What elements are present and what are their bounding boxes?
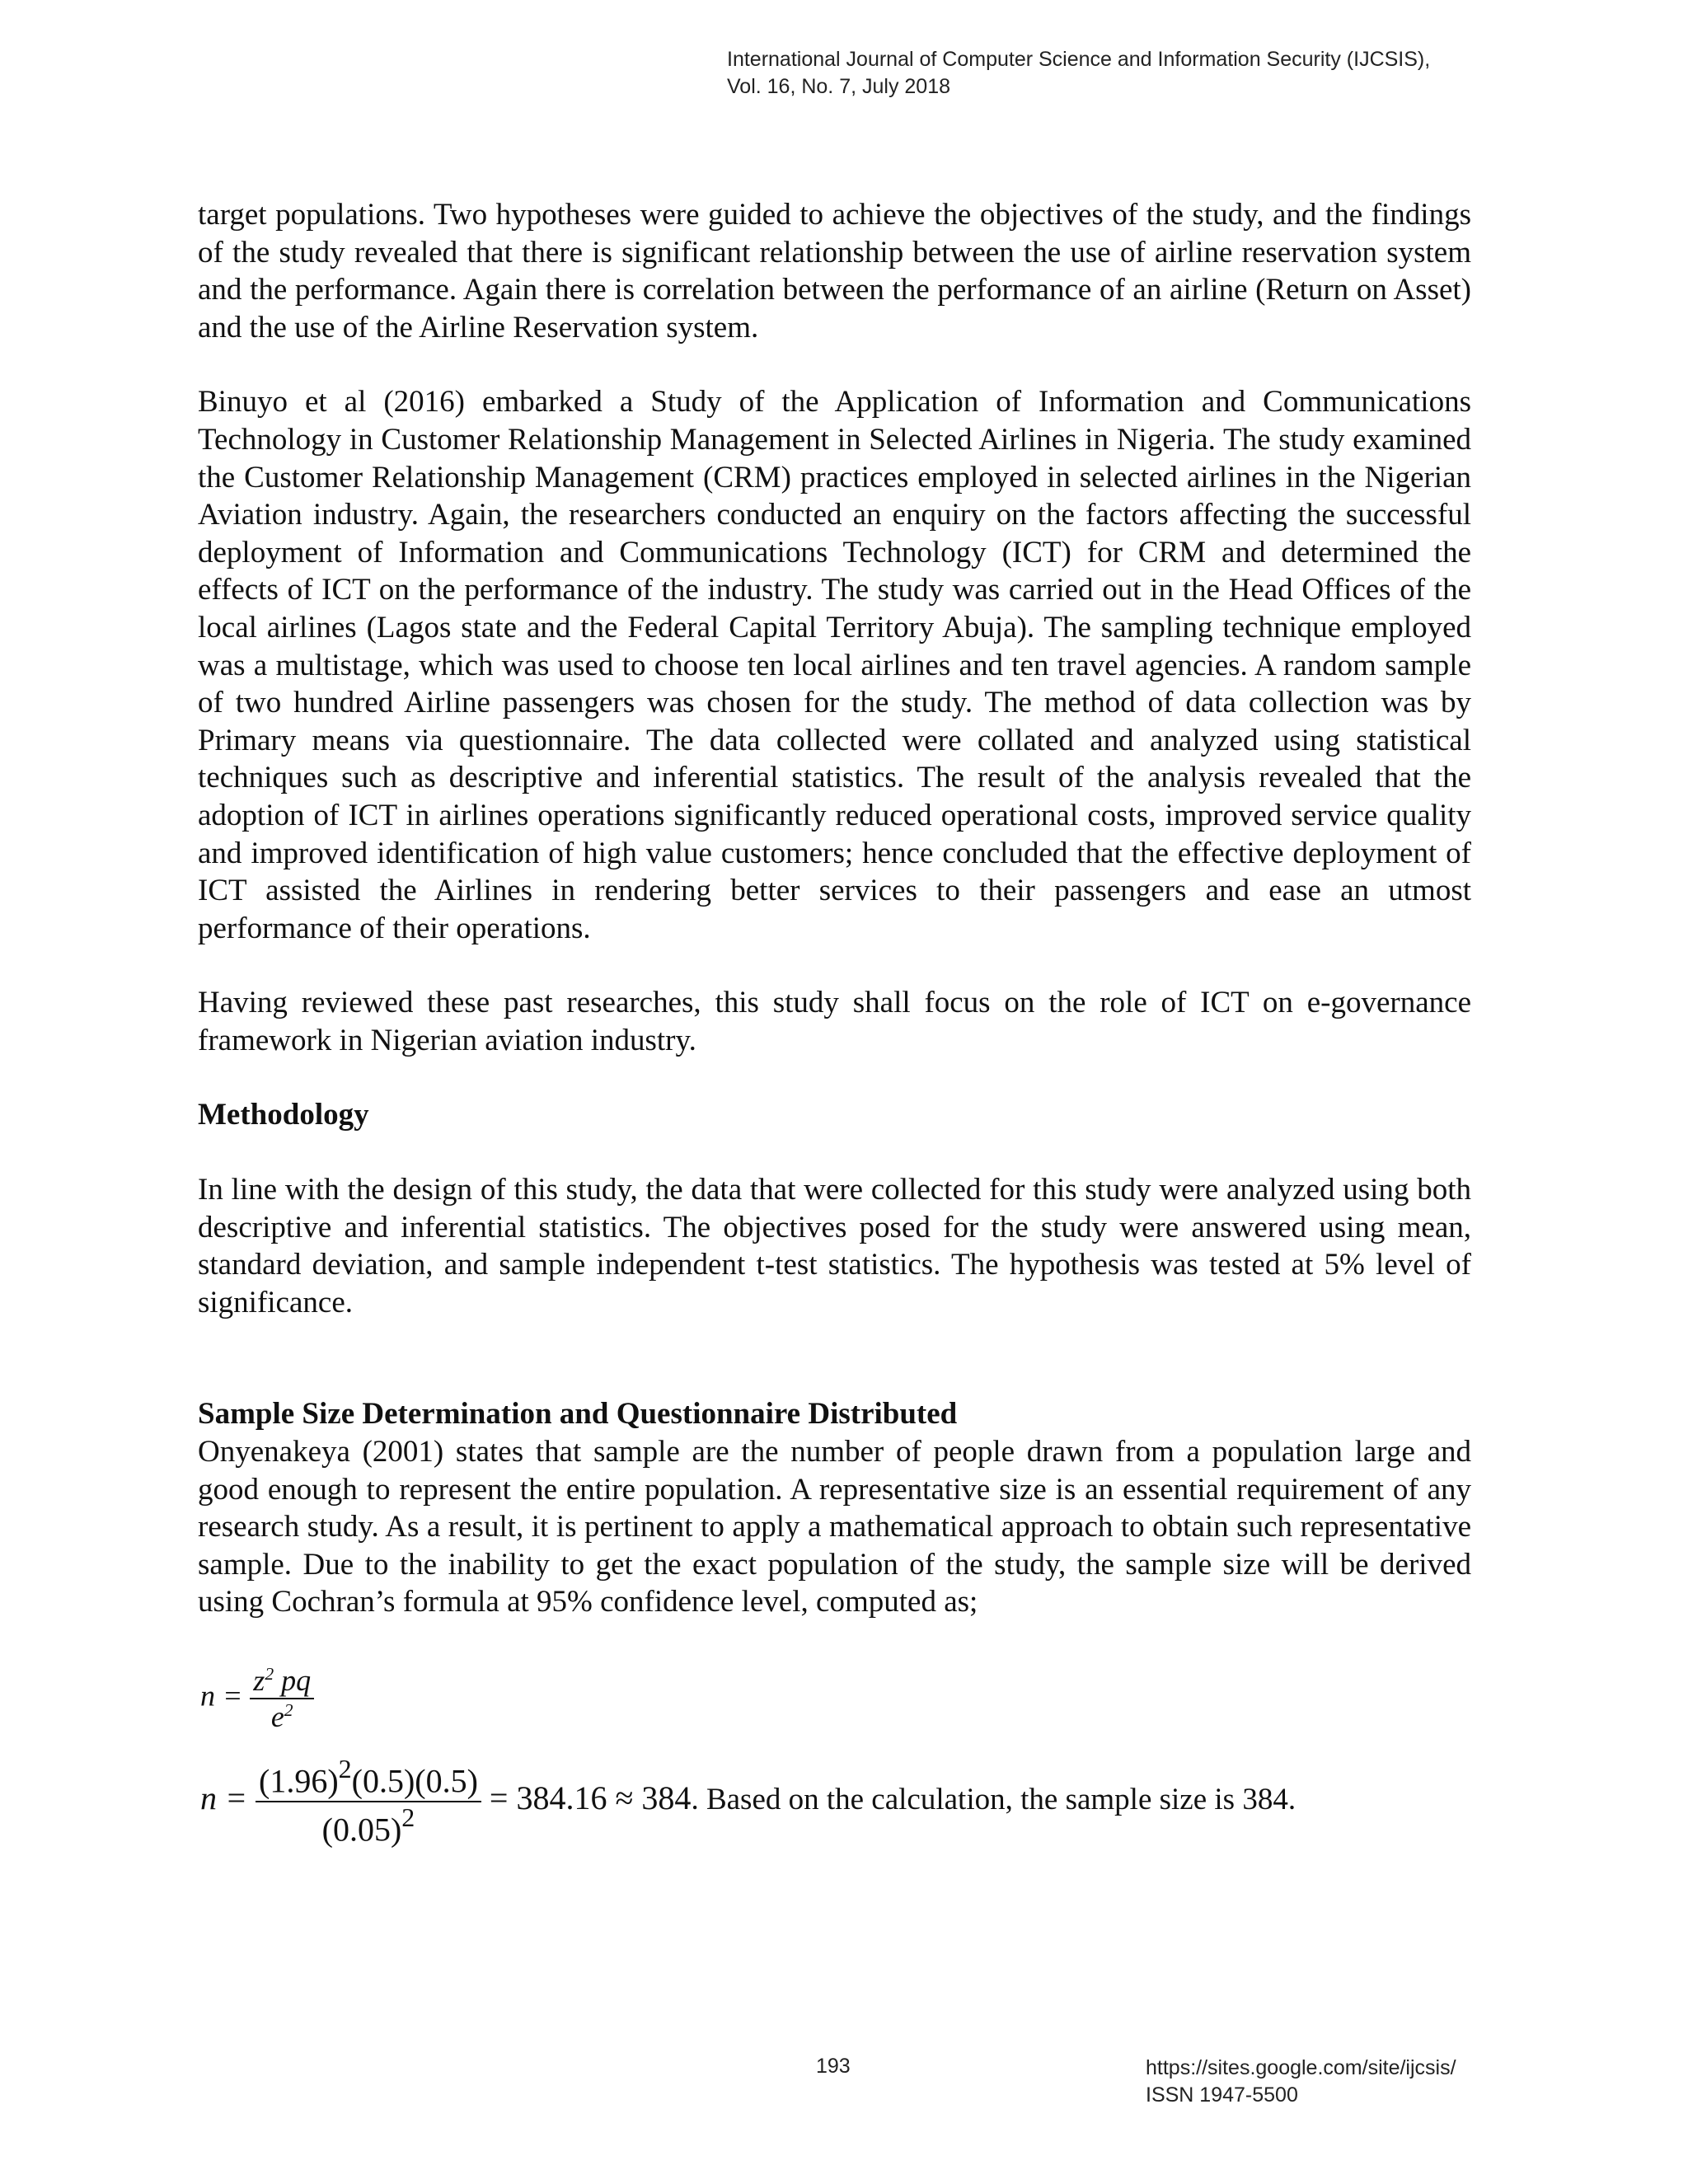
article-body [198, 196, 1471, 1621]
cochran-formula [200, 1663, 314, 1734]
review-paragraph: Having reviewed these past researches, this study shall focus on the role of ICT on e-governance framework in Nigerian aviation industry. [198, 986, 1471, 1057]
methodology-paragraph: In line with the design of this study, the data that were collected for this study were analyzed using both descriptive and inferential statistics. The objectives posed for the study were answered using mean, standard deviation, and sample independent t-test statistics. The hypothesis was tested at 5% level of significance. [198, 1173, 1471, 1319]
binuyo-paragraph: Binuyo et al (2016) embarked a Study of the Application of Information and Communications Technology in Customer Relationship Management in Selected Airlines in Nigeria. The study examined the Customer Relationship Management (CRM) practices employed in selected airlines in the Nigerian Aviation industry. Again, the researchers conducted an enquiry on the factors affecting the successful deployment of Information and Communications Technology (ICT) for CRM and determined the effects of ICT on the performance of the industry. The study was carried out in the Head Offices of the local airlines (Lagos state and the Federal Capital Territory Abuja). The sampling technique employed was a multistage, which was used to choose ten local airlines and ten travel agencies. A random sample of two hundred Airline passengers was chosen for the study. The method of data collection was by Primary means via questionnaire. The data collected were collated and analyzed using statistical techniques such as descriptive and inferential statistics. The result of the analysis revealed that the adoption of ICT in airlines operations significantly reduced operational costs, improved service quality and improved identification of high value customers; hence concluded that the effective deployment of ICT assisted the Airlines in rendering better services to their passengers and ease an utmost performance of their operations. [198, 385, 1471, 945]
formula2-fraction [256, 1754, 481, 1849]
sample-size-heading: Sample Size Determination and Questionnaire Distributed [198, 1397, 958, 1432]
formula2-conclusion: . Based on the calculation, the sample size is 384. [691, 1782, 1296, 1816]
formula2-denominator: $(0.05)^2$ [321, 1802, 415, 1849]
methodology-heading: Methodology [198, 1098, 369, 1132]
formula2-result: = 384.16 ≈ 384 [489, 1779, 692, 1816]
journal-header [727, 46, 1430, 101]
footer-info [1146, 2055, 1456, 2109]
formula2-numerator: $(1.96)^2(0.5)(0.5)$ [256, 1754, 481, 1802]
page-number: 193 [816, 2055, 851, 2078]
sample-size-calculation [200, 1754, 1296, 1849]
sample-size-paragraph: Onyenakeya (2001) states that sample are the number of people drawn from a population large and good enough to represent the entire population. A representative size is an essential requirement of any research study. As a result, it is pertinent to apply a mathematical approach to obtain such representative sample. Due to the inability to get the exact population of the study, the sample size will be derived using Cochran’s formula at 95% confidence level, computed as; [198, 1435, 1471, 1619]
footer-url: https://sites.google.com/site/ijcsis/ [1146, 2056, 1456, 2079]
formula1-fraction [250, 1663, 314, 1734]
journal-volume: Vol. 16, No. 7, July 2018 [727, 75, 951, 98]
formula2-lhs: n = [200, 1779, 247, 1816]
journal-title: International Journal of Computer Science and Information Security (IJCSIS), [727, 48, 1431, 71]
formula1-numerator: $z^2$ pq [250, 1663, 314, 1699]
footer-issn: ISSN 1947-5500 [1146, 2083, 1298, 2107]
formula1-lhs: n = [200, 1679, 243, 1713]
formula1-denominator: $e^2$ [270, 1700, 293, 1733]
intro-paragraph: target populations. Two hypotheses were guided to achieve the objectives of the study, and the findings of the study revealed that there is significant relationship between the use of airline reservation system and the performance. Again there is correlation between the performance of an airline (Return on Asset) and the use of the Airline Reservation system. [198, 198, 1471, 344]
